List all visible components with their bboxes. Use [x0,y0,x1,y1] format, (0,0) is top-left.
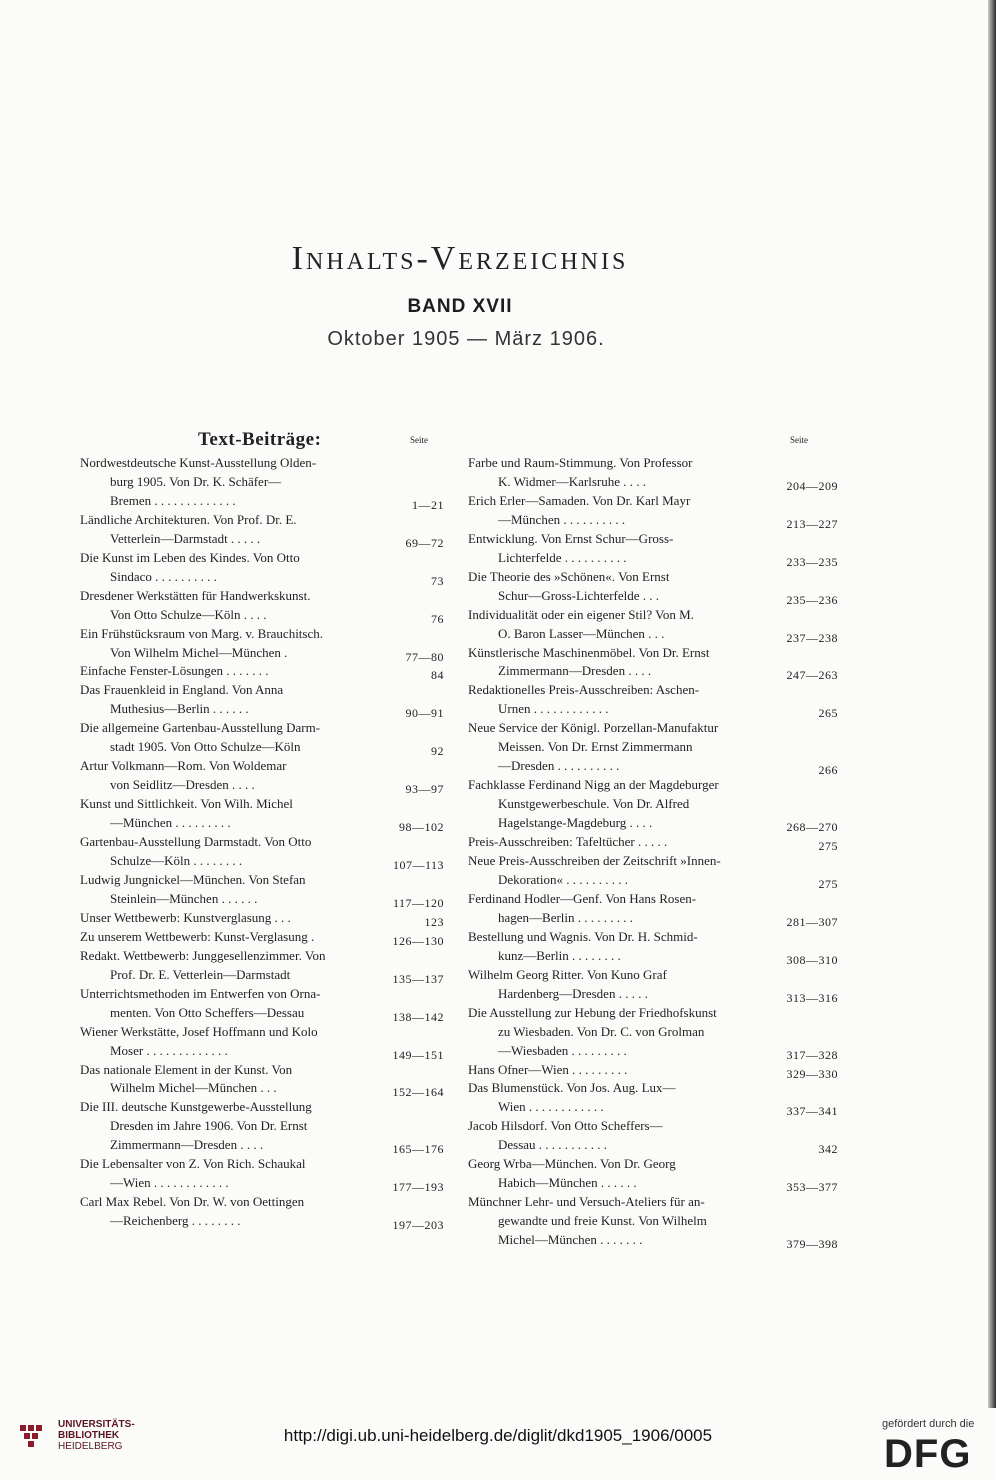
university-library-logo[interactable] [18,1419,158,1463]
toc-entry[interactable] [80,757,446,795]
toc-entry[interactable] [468,492,840,530]
toc-entry[interactable] [80,549,446,587]
toc-entry-line [468,700,840,719]
toc-entry-line [468,947,840,966]
toc-page-range: 135—137 [392,971,444,986]
toc-entry-line: Die Kunst im Leben des Kindes. Von Otto [80,549,300,565]
toc-entry-line: Meissen. Von Dr. Ernst Zimmermann [498,739,693,755]
toc-entry-text: Von Wilhelm Michel—München . [110,644,288,660]
toc-entry[interactable] [80,795,446,833]
toc-page-range: 281—307 [786,914,838,929]
toc-entry-text: Wilhelm Michel—München . . . [110,1080,277,1096]
toc-page-range: 77—80 [405,649,444,664]
toc-entry-line [468,1231,840,1250]
seite-label: Seite [790,435,808,445]
toc-page-range: 329—330 [786,1066,838,1081]
toc-entry-text: Schulze—Köln . . . . . . . . [110,853,243,869]
toc-page-range: 177—193 [392,1180,444,1195]
institution-line-1: UNIVERSITÄTS- [58,1419,135,1430]
toc-page-range: 98—102 [399,820,444,835]
toc-entry[interactable] [80,587,446,625]
toc-entry-line: Die Lebensalter von Z. Von Rich. Schaukal [80,1156,306,1172]
seite-label: Seite [410,435,428,445]
toc-entry-line [468,1042,840,1061]
toc-entry[interactable] [468,1061,840,1080]
toc-entry-line [80,909,446,928]
toc-page-range: 93—97 [405,782,444,797]
toc-entry-text: Bremen . . . . . . . . . . . . . [110,492,236,508]
toc-entry-line [468,662,840,681]
toc-entry-text: Unser Wettbewerb: Kunstverglasung . . . [80,909,291,925]
toc-entry[interactable] [80,947,446,985]
permalink-url[interactable]: http://digi.ub.uni-heidelberg.de/diglit/dkd1905_1906/0005 [283,1426,713,1445]
toc-entry-text: Urnen . . . . . . . . . . . . [498,701,609,717]
toc-page-range: 233—235 [786,554,838,569]
toc-entry-text: —Reichenberg . . . . . . . . [110,1213,241,1229]
toc-entry-text: Hans Ofner—Wien . . . . . . . . . [468,1061,628,1077]
toc-entry[interactable] [468,890,840,928]
toc-entry-line: Carl Max Rebel. Von Dr. W. von Oettingen [80,1194,305,1210]
university-seal-icon [18,1419,52,1453]
institution-line-3: HEIDELBERG [58,1441,123,1452]
toc-entry[interactable] [468,1155,840,1193]
toc-page-range: 204—209 [786,478,838,493]
toc-entry[interactable] [80,625,446,663]
toc-entry-text: Steinlein—München . . . . . . [110,890,258,906]
toc-entry-line [468,757,840,776]
toc-page-range: 69—72 [405,535,444,550]
toc-entry-line: Das Blumenstück. Von Jos. Aug. Lux— [468,1080,676,1096]
toc-entry-line [468,549,840,568]
toc-entry-text: —Wien . . . . . . . . . . . . [110,1175,229,1191]
toc-entry-line: Das nationale Element in der Kunst. Von [80,1061,293,1077]
toc-entry-line: Neue Preis-Ausschreiben der Zeitschrift »Innen- [468,853,721,869]
toc-entry-line: Kunst und Sittlichkeit. Von Wilh. Michel [80,796,293,812]
toc-entry-line: Wilhelm Georg Ritter. Von Kuno Graf [468,966,667,982]
toc-page-range: 308—310 [786,952,838,967]
right-entry-list [468,454,840,1250]
toc-entry-line: Redaktionelles Preis-Ausschreiben: Aschen- [468,682,700,698]
toc-entry[interactable] [80,1061,446,1099]
toc-entry[interactable] [468,644,840,682]
toc-entry-line [468,473,840,492]
toc-entry-line: burg 1905. Von Dr. K. Schäfer— [110,473,282,489]
toc-entry-line [80,852,446,871]
toc-entry[interactable] [80,985,446,1023]
institution-line-2: BIBLIOTHEK [58,1430,120,1441]
toc-page-range: 268—270 [786,820,838,835]
toc-entry-text: hagen—Berlin . . . . . . . . . [498,909,634,925]
toc-page-range: 237—238 [786,630,838,645]
toc-entry-line [468,909,840,928]
toc-entry-line [468,1098,840,1117]
toc-page-range: 107—113 [392,858,444,873]
toc-page-range: 165—176 [392,1142,444,1157]
toc-page-range: 92 [431,744,444,759]
toc-page-range: 265 [818,706,838,721]
toc-entry-line [468,1061,840,1080]
funded-by-label: gefördert durch die [882,1418,975,1430]
toc-entry-line: Die III. deutsche Kunstgewerbe-Ausstellung [80,1099,312,1115]
toc-entry-line: Münchner Lehr- und Versuch-Ateliers für an- [468,1194,705,1210]
toc-entry-line [468,814,840,833]
toc-entry-text: —Dresden . . . . . . . . . . [498,758,620,774]
toc-entry-line: Unterrichtsmethoden im Entwerfen von Orna- [80,985,321,1001]
toc-entry-line [468,587,840,606]
section-title: Text-Beiträge: [198,429,322,450]
toc-entry-line [468,511,840,530]
toc-entry[interactable] [80,511,446,549]
toc-entry[interactable] [468,776,840,833]
toc-page-range: 149—151 [392,1047,444,1062]
toc-entry-line: Die allgemeine Gartenbau-Ausstellung Darm- [80,720,321,736]
toc-entry-line: Redakt. Wettbewerb: Junggesellenzimmer. Von [80,947,326,963]
toc-page-range: 247—263 [786,668,838,683]
toc-entry-line [468,625,840,644]
toc-entry-text: kunz—Berlin . . . . . . . . [498,947,621,963]
page-edge-shadow [988,0,996,1408]
toc-entry[interactable] [80,1155,446,1193]
toc-entry[interactable] [80,928,446,947]
toc-entry-line: Neue Service der Königl. Porzellan-Manufaktur [468,720,719,736]
toc-entry[interactable] [468,1117,840,1155]
toc-entry-line: Die Ausstellung zur Hebung der Friedhofskunst [468,1004,717,1020]
toc-entry-line [80,890,446,909]
toc-page-range: 76 [431,611,444,626]
left-column [80,430,446,1231]
toc-entry[interactable] [468,568,840,606]
toc-entry[interactable] [468,454,840,492]
toc-entry-line [80,966,446,985]
toc-entry-text: Dessau . . . . . . . . . . . [498,1137,608,1153]
toc-page-range: 353—377 [786,1180,838,1195]
toc-entry-text: Einfache Fenster-Lösungen . . . . . . . [80,663,269,679]
toc-entry-text: Muthesius—Berlin . . . . . . [110,701,249,717]
toc-entry[interactable] [468,1193,840,1250]
toc-entry-line: Die Theorie des »Schönen«. Von Ernst [468,568,670,584]
toc-entry-text: Preis-Ausschreiben: Tafeltücher . . . . . [468,834,668,850]
right-column-header [468,430,840,454]
toc-entry-text: Vetterlein—Darmstadt . . . . . [110,530,261,546]
toc-entry-line [468,1136,840,1155]
page-title: Inhalts-Verzeichnis [291,240,629,277]
toc-entry[interactable] [468,719,840,776]
toc-entry-line [468,1174,840,1193]
toc-page-range: 90—91 [405,706,444,721]
toc-entry-line: Erich Erler—Samaden. Von Dr. Karl Mayr [468,492,691,508]
toc-entry-line: Künstlerische Maschinenmöbel. Von Dr. Ernst [468,644,710,660]
toc-entry-text: Zimmermann—Dresden . . . . [110,1137,264,1153]
toc-page-range: 317—328 [786,1047,838,1062]
toc-entry[interactable] [468,928,840,966]
toc-page-range: 313—316 [786,990,838,1005]
toc-entry-line: Ludwig Jungnickel—München. Von Stefan [80,871,306,887]
toc-entry-line [80,492,446,511]
toc-page-range: 1—21 [412,497,444,512]
toc-entry[interactable] [80,1023,446,1061]
toc-entry-line: Dresdener Werkstätten für Handwerkskunst. [80,587,311,603]
toc-entry[interactable] [468,606,840,644]
toc-page-range: 73 [431,573,444,588]
toc-entry-line [80,738,446,757]
toc-entry[interactable] [468,833,840,852]
toc-entry[interactable] [80,1098,446,1155]
toc-entry-line [468,871,840,890]
toc-entry-line: Jacob Hilsdorf. Von Otto Scheffers— [468,1118,663,1134]
period-label: Oktober 1905 — März 1906. [327,328,605,350]
toc-page-range: 379—398 [786,1237,838,1252]
left-column-header [80,430,446,454]
toc-entry-line: Entwicklung. Von Ernst Schur—Gross- [468,530,674,546]
toc-entry-line [80,700,446,719]
toc-entry-text: —Wiesbaden . . . . . . . . . [498,1042,627,1058]
toc-page-range: 123 [424,914,444,929]
toc-page-range: 84 [431,668,444,683]
toc-entry-line [468,985,840,1004]
toc-entry-text: Dekoration« . . . . . . . . . . [498,871,628,887]
toc-page-range: 197—203 [392,1218,444,1233]
toc-entry-text: stadt 1905. Von Otto Schulze—Köln [110,739,301,755]
toc-entry-text: Von Otto Schulze—Köln . . . . [110,606,267,622]
toc-entry-line: zu Wiesbaden. Von Dr. C. von Grolman [498,1023,705,1039]
toc-entry[interactable] [80,454,446,511]
toc-entry-line: Ein Frühstücksraum von Marg. v. Brauchitsch. [80,625,323,641]
toc-page-range: 213—227 [786,516,838,531]
toc-entry-text: Prof. Dr. E. Vetterlein—Darmstadt [110,966,291,982]
toc-entry-text: Michel—München . . . . . . . [498,1232,643,1248]
toc-entry-text: menten. Von Otto Scheffers—Dessau [110,1004,305,1020]
toc-page-range: 275 [818,839,838,854]
toc-page-range: 117—120 [392,895,444,910]
toc-page-range: 235—236 [786,592,838,607]
toc-entry-line: Individualität oder ein eigener Stil? Von M. [468,606,694,622]
toc-entry-line [80,1004,446,1023]
toc-entry[interactable] [80,1193,446,1231]
right-column [468,430,840,1250]
toc-entry-line: Ferdinand Hodler—Genf. Von Hans Rosen- [468,890,697,906]
toc-entry-line: Bestellung und Wagnis. Von Dr. H. Schmid- [468,928,698,944]
toc-entry-text: Hagelstange-Magdeburg . . . . [498,815,653,831]
toc-entry-line: Fachklasse Ferdinand Nigg an der Magdeburger [468,777,719,793]
toc-page-range: 337—341 [786,1104,838,1119]
toc-entry-line [468,833,840,852]
toc-entry-text: Zu unserem Wettbewerb: Kunst-Verglasung . [80,928,315,944]
toc-entry[interactable] [468,852,840,890]
toc-entry-line [80,662,446,681]
toc-entry[interactable] [80,662,446,681]
toc-page-range: 152—164 [392,1085,444,1100]
toc-page-range: 138—142 [392,1009,444,1024]
toc-entry-text: —München . . . . . . . . . . [498,511,626,527]
toc-entry-line [80,1042,446,1061]
toc-entry-text: Lichterfelde . . . . . . . . . . [498,549,627,565]
toc-entry[interactable] [80,833,446,871]
toc-entry-text: K. Widmer—Karlsruhe . . . . [498,473,646,489]
toc-entry-line: gewandte und freie Kunst. Von Wilhelm [498,1213,707,1229]
toc-entry-line [80,1174,446,1193]
toc-entry[interactable] [80,909,446,928]
toc-entry-line: Artur Volkmann—Rom. Von Woldemar [80,758,287,774]
toc-entry[interactable] [468,681,840,719]
toc-entry-text: O. Baron Lasser—München . . . [498,625,665,641]
toc-entry-text: Moser . . . . . . . . . . . . . [110,1042,228,1058]
toc-entry-line: Das Frauenkleid in England. Von Anna [80,682,284,698]
toc-entry-line: Nordwestdeutsche Kunst-Ausstellung Olden- [80,455,317,470]
toc-page-range: 275 [818,876,838,891]
dfg-logo[interactable]: DFG [884,1432,972,1476]
toc-page-range: 342 [818,1142,838,1157]
toc-entry-text: Schur—Gross-Lichterfelde . . . [498,587,660,603]
toc-entry[interactable] [468,530,840,568]
toc-entry[interactable] [80,681,446,719]
toc-page-range: 126—130 [392,933,444,948]
toc-entry-line: Ländliche Architekturen. Von Prof. Dr. E. [80,511,297,527]
toc-entry-line [80,776,446,795]
toc-entry[interactable] [468,1079,840,1117]
toc-entry-line: Gartenbau-Ausstellung Darmstadt. Von Otto [80,834,312,850]
toc-entry-line [80,1079,446,1098]
toc-entry[interactable] [80,719,446,757]
toc-entry-line [80,814,446,833]
toc-entry[interactable] [468,966,840,1004]
toc-entry-line [80,928,446,947]
toc-entry-line [80,530,446,549]
toc-entry-line: Georg Wrba—München. Von Dr. Georg [468,1156,676,1172]
volume-label: BAND XVII [407,296,513,317]
toc-entry-line [80,568,446,587]
toc-entry-line [80,1212,446,1231]
toc-entry-line [80,1136,446,1155]
toc-entry-text: Zimmermann—Dresden . . . . [498,663,652,679]
toc-entry-line: Wiener Werkstätte, Josef Hoffmann und Kolo [80,1023,318,1039]
toc-entry[interactable] [468,1004,840,1061]
toc-entry-text: Hardenberg—Dresden . . . . . [498,985,648,1001]
toc-entry-line [80,606,446,625]
toc-entry-line: Farbe und Raum-Stimmung. Von Professor [468,455,693,470]
left-entry-list [80,454,446,1231]
toc-entry-text: —München . . . . . . . . . [110,815,231,831]
toc-entry-line: Kunstgewerbeschule. Von Dr. Alfred [498,796,690,812]
toc-entry[interactable] [80,871,446,909]
toc-entry-line [80,644,446,663]
toc-page-range: 266 [818,763,838,778]
toc-entry-text: von Seidlitz—Dresden . . . . [110,777,255,793]
toc-entry-line: Dresden im Jahre 1906. Von Dr. Ernst [110,1118,308,1134]
toc-entry-text: Sindaco . . . . . . . . . . [110,568,217,584]
toc-entry-text: Wien . . . . . . . . . . . . [498,1099,604,1115]
toc-entry-text: Habich—München . . . . . . [498,1175,637,1191]
